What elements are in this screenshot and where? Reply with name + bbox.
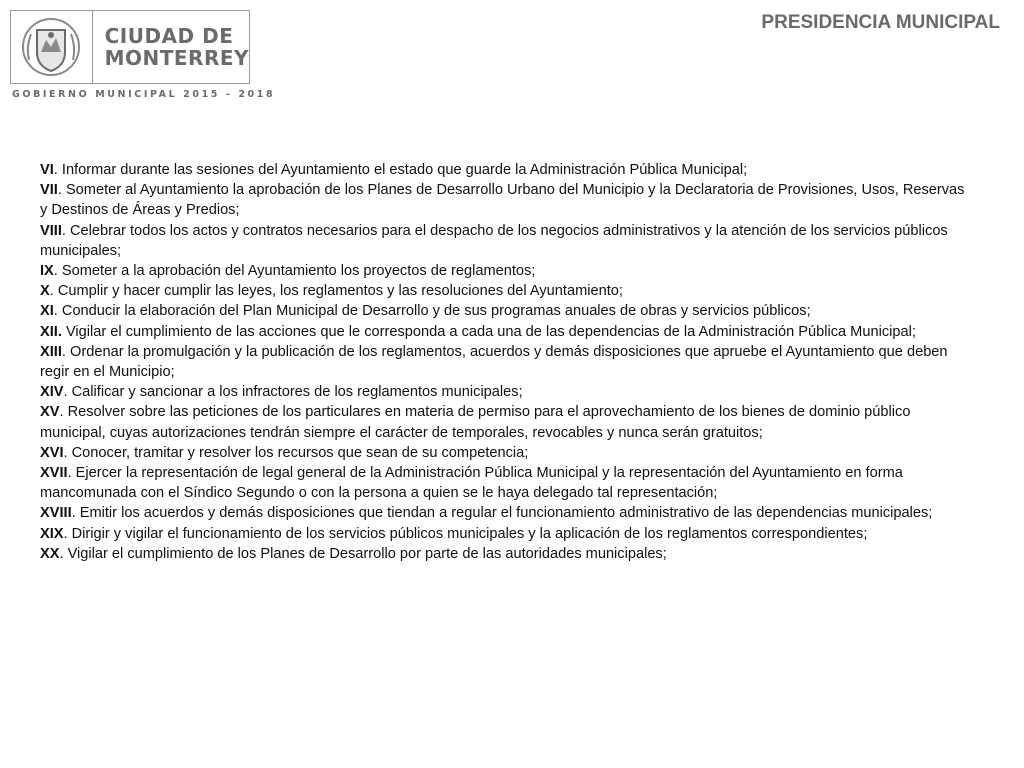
government-period: GOBIERNO MUNICIPAL 2015 - 2018 (12, 89, 276, 100)
item-text: . Someter a la aprobación del Ayuntamiento los proyectos de reglamentos; (53, 263, 536, 280)
list-item (40, 322, 970, 342)
list-item (40, 301, 970, 321)
monterrey-logo (10, 10, 250, 84)
list-item (40, 342, 970, 382)
item-text: . Vigilar el cumplimiento de los Planes de Desarrollo por parte de las autoridades municipales; (59, 545, 667, 562)
item-numeral: XV (40, 404, 60, 421)
item-numeral: XVI (40, 444, 64, 461)
item-numeral: XVIII (40, 505, 72, 522)
item-text: . Ejercer la representación de legal general de la Administración Pública Municipal y la representación del Ayuntamiento en forma mancomunada con el Síndico Segundo o con la persona a quien se le haya delegado tal representación; (40, 465, 903, 502)
item-text: . Informar durante las sesiones del Ayuntamiento el estado que guarde la Administración Pública Municipal; (53, 162, 748, 178)
item-text: . Dirigir y vigilar el funcionamiento de los servicios públicos municipales y la aplicación de los reglamentos correspondientes; (63, 525, 868, 542)
item-numeral: XII. (40, 323, 62, 340)
attributions-list (40, 160, 970, 564)
list-item (40, 544, 970, 564)
list-item (40, 463, 970, 503)
list-item (40, 180, 970, 220)
list-item (40, 382, 970, 402)
item-numeral: XX (40, 545, 60, 562)
list-item (40, 503, 970, 523)
item-numeral: XI (40, 303, 54, 320)
item-numeral: XIV (40, 384, 64, 401)
item-text: . Ordenar la promulgación y la publicación de los reglamentos, acuerdos y demás disposiciones que apruebe el Ayuntamiento que deben regir en el Municipio; (40, 343, 948, 381)
item-text: . Celebrar todos los actos y contratos necesarios para el despacho de los negocios administrativos y la atención de los servicios públicos municipales; (40, 222, 948, 259)
list-item (40, 524, 970, 544)
item-text: . Someter al Ayuntamiento la aprobación de los Planes de Desarrollo Urbano del Municipio y la Declaratoria de Provisiones, Usos, Reservas y Destinos de Áreas y Predios; (40, 182, 965, 219)
item-numeral: XIX (40, 525, 64, 542)
item-text: . Calificar y sancionar a los infractores de los reglamentos municipales; (63, 384, 523, 401)
item-numeral: VI (40, 162, 54, 178)
item-text: Vigilar el cumplimiento de las acciones que le corresponda a cada una de las dependencias de la Administración Pública Municipal; (61, 323, 916, 340)
item-text: . Conocer, tramitar y resolver los recursos que sean de su competencia; (63, 444, 529, 461)
item-numeral: VII (40, 182, 58, 199)
city-name-line1: CIUDAD DE (104, 24, 234, 48)
list-item (40, 261, 970, 281)
page-title: PRESIDENCIA MUNICIPAL (761, 12, 1000, 33)
item-numeral: X (40, 283, 50, 300)
list-item (40, 281, 970, 301)
item-text: . Resolver sobre las peticiones de los particulares en materia de permiso para el aprovechamiento de los bienes de dominio público municipal, cuyas autorizaciones tendrán siempre el carácter de temporales, revocables y nunca serán gratuitos; (40, 404, 911, 441)
item-text: . Conducir la elaboración del Plan Municipal de Desarrollo y de sus programas anuales de obras y servicios públicos; (53, 303, 811, 320)
list-item (40, 160, 970, 180)
item-numeral: VIII (40, 222, 62, 239)
item-text: . Emitir los acuerdos y demás disposiciones que tiendan a regular el funcionamiento administrativo de las dependencias municipales; (71, 505, 933, 522)
city-name-line2: MONTERREY (104, 46, 249, 70)
list-item (40, 443, 970, 463)
city-seal-icon (11, 11, 93, 83)
list-item (40, 221, 970, 261)
item-numeral: XVII (40, 465, 68, 482)
item-text: . Cumplir y hacer cumplir las leyes, los reglamentos y las resoluciones del Ayuntamiento; (49, 283, 623, 300)
item-numeral: XIII (40, 343, 62, 360)
item-numeral: IX (40, 263, 54, 280)
list-item (40, 402, 970, 442)
